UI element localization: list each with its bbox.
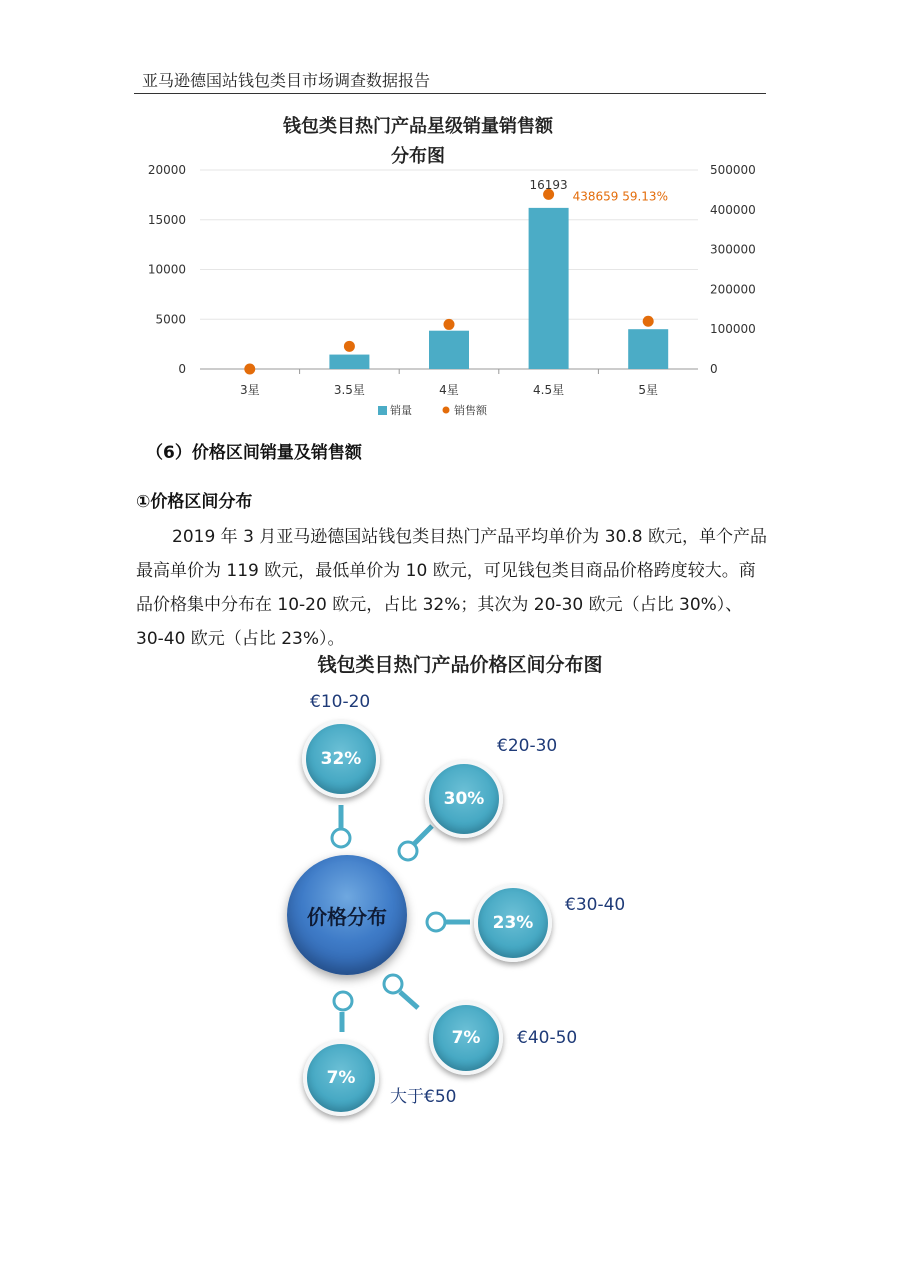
connector-line-4	[400, 992, 418, 1008]
right-tick-label: 200000	[710, 282, 756, 297]
connector-ring-2	[399, 842, 417, 860]
right-tick-label: 0	[710, 362, 718, 376]
dot-data-label: 438659 59.13%	[572, 189, 668, 204]
bubble-40-50: 7%	[429, 1001, 503, 1075]
left-tick-label: 0	[178, 362, 186, 376]
right-tick-label: 400000	[710, 202, 756, 217]
connector-ring-5	[334, 992, 352, 1010]
report-header-title: 亚马逊德国站钱包类目市场调查数据报告	[142, 71, 431, 90]
bubble-30-40: 23%	[474, 884, 552, 962]
legend-series-1: 销量	[390, 404, 412, 417]
x-tick-label: 3.5星	[333, 383, 365, 397]
connector-ring-3	[427, 913, 445, 931]
connector-line-2	[414, 826, 432, 844]
diagram-title: 钱包类目热门产品价格区间分布图	[317, 654, 603, 676]
x-tick-label: 4星	[439, 383, 459, 397]
right-tick-label: 500000	[710, 163, 756, 177]
right-tick-label: 300000	[710, 242, 756, 257]
subsection-title: ①价格区间分布	[136, 492, 253, 512]
x-tick-label: 3星	[239, 383, 260, 397]
bar-data-label: 16193	[529, 177, 568, 192]
label-30-40: €30-40	[565, 895, 626, 915]
section-6-title: （6）价格区间销量及销售额	[146, 443, 362, 463]
label-40-50: €40-50	[517, 1028, 578, 1048]
price-distribution-center: 价格分布	[287, 855, 407, 975]
connector-ring-1	[332, 829, 350, 847]
chart-title-line1: 钱包类目热门产品星级销量销售额	[283, 116, 553, 137]
left-tick-label: 20000	[147, 163, 186, 177]
bubble-20-30: 30%	[425, 760, 503, 838]
left-tick-label: 15000	[147, 212, 186, 227]
x-tick-label: 5星	[638, 383, 659, 397]
legend-series-2: 销售额	[454, 404, 487, 417]
label-10-20: €10-20	[310, 692, 371, 712]
bubble-10-20: 32%	[302, 720, 380, 798]
x-tick-label: 4.5星	[533, 383, 565, 397]
price-paragraph: 2019 年 3 月亚马逊德国站钱包类目热门产品平均单价为 30.8 欧元，单个产品最高单价为 119 欧元，最低单价为 10 欧元，可见钱包类目商品价格跨度较大。商品价格集中分布在 10-20 欧元，占比 32%；其次为 20-30 欧元（占比 30%）、30-40 欧元（占比 23%）。	[136, 527, 767, 649]
label-20-30: €20-30	[497, 736, 558, 756]
left-tick-label: 10000	[147, 262, 186, 277]
right-tick-label: 100000	[710, 322, 756, 337]
left-tick-label: 5000	[155, 312, 186, 327]
label-over-50: 大于€50	[390, 1087, 457, 1107]
connector-ring-4	[384, 975, 402, 993]
bubble-over-50: 7%	[303, 1040, 379, 1116]
chart-title-line2: 分布图	[391, 146, 445, 167]
